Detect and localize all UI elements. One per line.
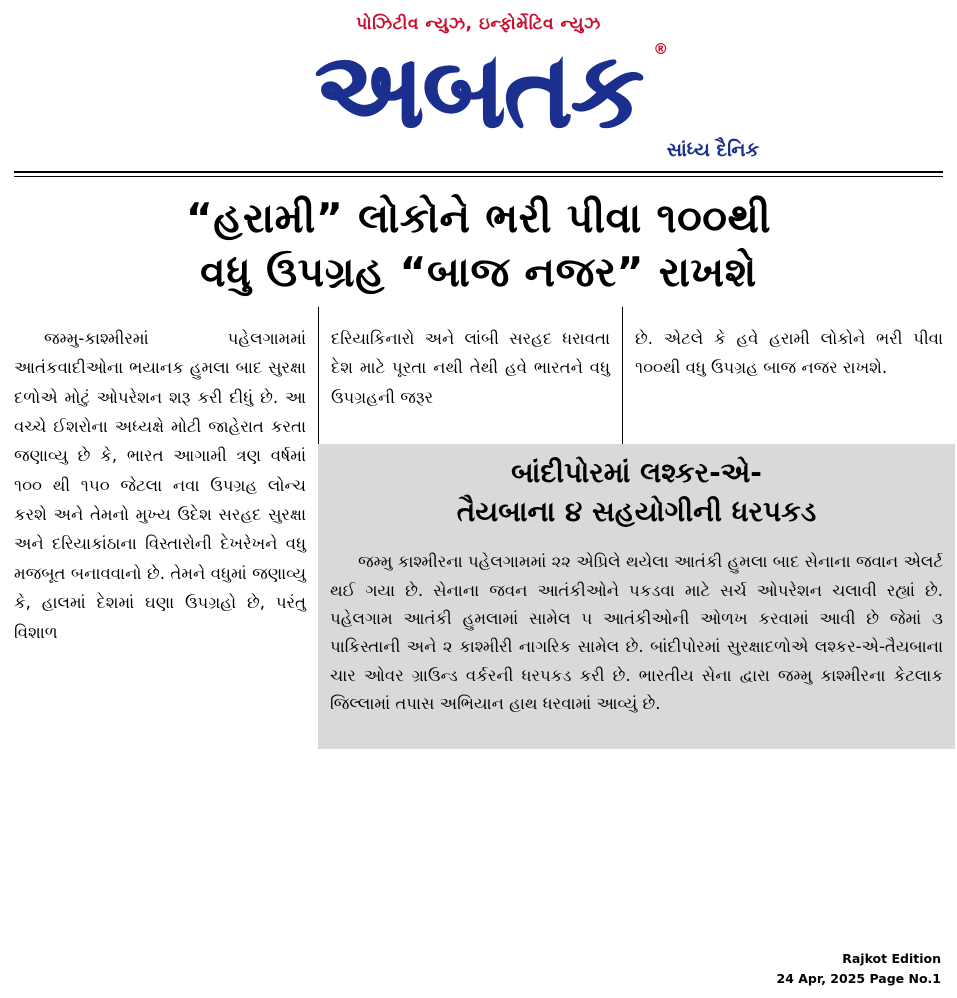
- article-column-1: [14, 307, 318, 663]
- registered-trademark-icon: ®: [653, 40, 669, 58]
- masthead-logo-wrap: [314, 29, 669, 151]
- sub-article-box-wrapper: [318, 434, 955, 749]
- headline-line-2: વધુ ઉપગ્રહ “બાજ નજર” રાખશે: [200, 248, 757, 297]
- article-body-2: દરિયાકિનારો અને લાંબી સરહદ ધરાવતા દેશ માટે પૂરતા નથી તેથી હવે ભારતને વધુ ઉપગ્રહની જરૂર: [331, 328, 610, 407]
- page-footer: [777, 949, 941, 988]
- sub-headline-line-2: તૈયબાના ૪ સહયોગીની ધરપકડ: [456, 495, 817, 529]
- masthead-subtitle: સાંધ્ય દૈનિક: [666, 139, 759, 162]
- page-title: [20, 191, 937, 299]
- sub-article-title: [330, 454, 943, 531]
- masthead-tagline: પોઝિટીવ ન્યુઝ, ઇન્ફોર્મેટિવ ન્યુઝ: [356, 14, 601, 34]
- footer-edition: Rajkot Edition: [842, 951, 941, 967]
- sub-article-body: જમ્મુ કાશ્મીરના પહેલગામમાં ૨૨ એપ્રિલે થયેલા આતંકી હુમલા બાદ સેનાના જવાન એલર્ટ થઈ ગયા છે. સેનાના જવન આતંકીઓને પકડવા માટે સર્ચ ઓપરેશન ચલાવી રહ્યાં છે. પહેલગામ આતંકી હુમલામાં સામેલ ૫ આતંકીઓની ઓળખ કરવામાં આવી છે જેમાં ૩ પાકિસ્તાની અને ૨ કાશ્મીરી નાગરિક સામેલ છે. બાંદીપોરમાં સુરક્ષાદળોએ લશ્કર-એ-તૈયબાના ચાર ઓવર ગ્રાઉન્ડ વર્કરની ધરપકડ કરી છે. ભારતીય સેના દ્વારા જમ્મુ કાશ્મીરના કેટલાક જિલ્લામાં તપાસ અભિયાન હાથ ધરવામાં આવ્યું છે.: [330, 552, 943, 714]
- masthead-divider-thin: [14, 176, 943, 177]
- headline-line-1: “હરામી” લોકોને ભરી પીવા ૧૦૦થી: [185, 194, 772, 243]
- masthead-divider: [14, 171, 943, 173]
- masthead-logo: અબતક: [314, 29, 643, 151]
- sub-headline-line-1: બાંદીપોરમાં લશ્કર-એ-: [511, 456, 762, 490]
- article-columns: [14, 307, 943, 714]
- masthead: [14, 0, 943, 161]
- article-body-1: જમ્મુ-કાશ્મીરમાં પહેલગામમાં આતંકવાદીઓના ભયાનક હુમલા બાદ સુરક્ષા દળોએ મોટું ઓપરેશન શરૂ કરી દીધું છે. આ વચ્ચે ઈશરોના અધ્યક્ષે મોટી જાહેરાત કરતા જણાવ્યુ છે કે, ભારત આગામી ત્રણ વર્ષમાં ૧૦૦ થી ૧૫૦ જેટલા નવા ઉપગ્રહ લોન્ચ કરશે અને તેમનો મુખ્ય ઉદેશ સરહદ સુરક્ષા અને દરિયાકાંઠાના વિસ્તારોની દેખરેખને વધુ મજબૂત બનાવવાનો છે. તેમને વધુમાં જણાવ્યુ કે, હાલમાં દેશમાં ઘણા ઉપગ્રહો છે, પરંતુ વિશાળ: [14, 328, 306, 642]
- footer-date-page: 24 Apr, 2025 Page No.1: [776, 970, 941, 986]
- article-body-3: છે. એટલે કે હવે હરામી લોકોને ભરી પીવા ૧૦૦થી વધુ ઉપગ્રહ બાજ નજર રાખશે.: [635, 328, 943, 378]
- sub-article-box: [318, 444, 955, 749]
